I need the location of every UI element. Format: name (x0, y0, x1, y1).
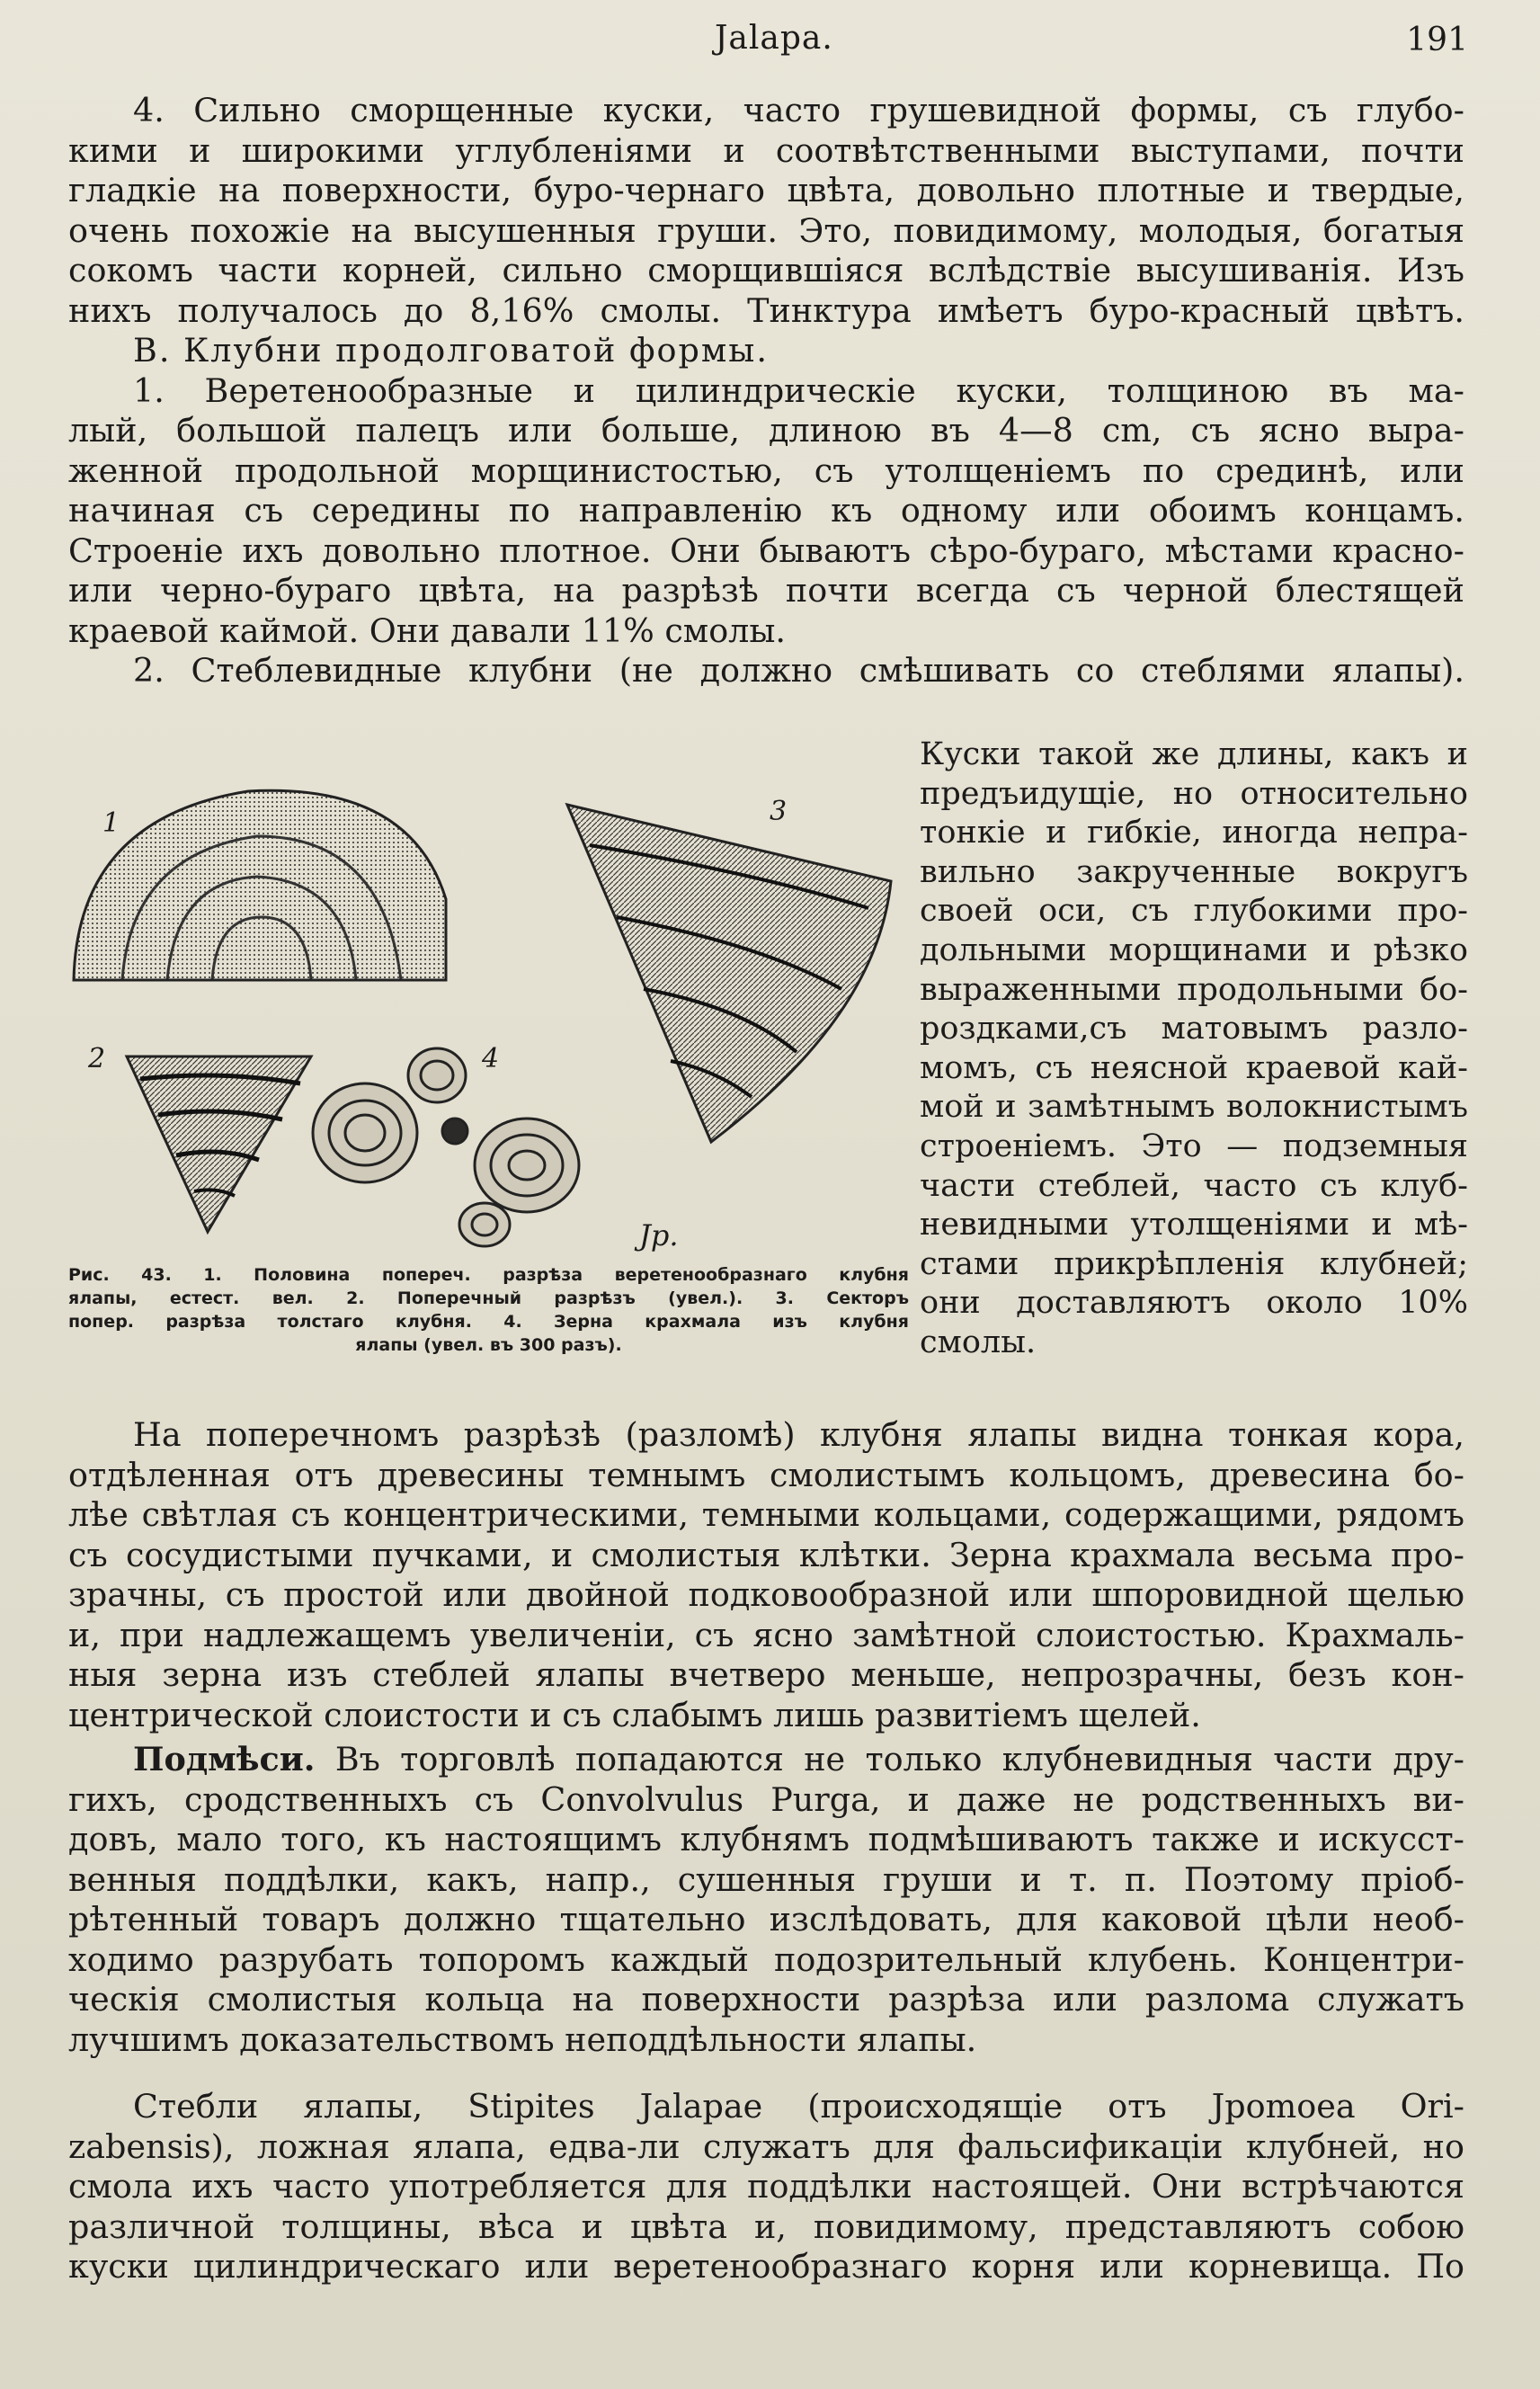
text-line: гихъ, сродственныхъ съ Convolvulus Purga, и даже не родственныхъ ви- (68, 1779, 1464, 1819)
text-line: 4. Сильно сморщенные куски, часто грушевидной формы, съ глубо- (133, 91, 1464, 129)
text-line: довъ, мало того, къ настоящимъ клубнямъ подмѣшиваютъ также и искусст- (68, 1820, 1464, 1859)
side-text-column (920, 735, 1468, 1363)
text-line: кими и широкими углубленіями и соотвѣтственными выступами, почти (68, 130, 1464, 170)
page-number: 191 (1406, 22, 1468, 58)
text-line: краевой каймой. Они давали 11% смолы. (68, 611, 787, 650)
fig-label-3: 3 (770, 796, 788, 827)
text-line: тонкіе и гибкіе, иногда непра- (920, 815, 1468, 851)
fig-label-2: 2 (88, 1043, 106, 1074)
tuber-illustration (68, 773, 909, 1259)
caption-line: попер. разрѣза толстаго клубня. 4. Зерна крахмала изъ клубня (68, 1312, 909, 1332)
text-line: строеніемъ. Это — подземныя (920, 1128, 1468, 1164)
text-line: части стеблей, часто съ клуб- (920, 1167, 1468, 1204)
text-line: смола ихъ часто употребляется для поддѣлки настоящей. Они встрѣчаются (68, 2167, 1464, 2206)
fig3-sector (567, 805, 891, 1142)
text-line: венныя поддѣлки, какъ, напр., сушенныя груши и т. п. Поэтому пріоб- (68, 1859, 1464, 1899)
fig4-starch-grains (313, 1048, 579, 1246)
text-line: рѣтенный товаръ должно тщательно изслѣдовать, для каковой цѣли необ- (68, 1900, 1464, 1939)
text-line: ходимо разрубать топоромъ каждый подозрительный клубень. Концентри- (68, 1939, 1464, 1979)
text-line: вильно закрученные вокругъ (920, 853, 1468, 890)
top-text-block (68, 91, 1464, 691)
text-line: 2. Стеблевидные клубни (не должно смѣшивать со стеблями ялапы). (133, 651, 1464, 690)
text-line: мой и замѣтнымъ волокнистымъ (920, 1089, 1468, 1126)
text-line: центрической слоистости и съ слабымъ лишь развитіемъ щелей. (68, 1695, 1201, 1734)
stems-paragraph (68, 2087, 1464, 2287)
text-line: ныя зерна изъ стеблей ялапы вчетверо меньше, непрозрачны, безъ кон- (68, 1655, 1464, 1694)
running-head (0, 20, 1540, 65)
text-line: очень похожіе на высушенныя груши. Это, повидимому, молодыя, богатыя (68, 210, 1464, 250)
running-title: Jalapa. (715, 20, 833, 57)
text-line: и, при надлежащемъ увеличеніи, съ ясно замѣтной слоистостью. Крахмаль- (68, 1615, 1464, 1654)
text-line: Стебли ялапы, Stipites Jalapae (происходящіе отъ Jpomoea Ori- (133, 2087, 1464, 2126)
text-line: Строеніе ихъ довольно плотное. Они бываютъ сѣро-бураго, мѣстами красно- (68, 530, 1464, 570)
text-line: ческія смолистыя кольца на поверхности разрѣза или разлома служатъ (68, 1980, 1464, 2019)
text-line: сокомъ части корней, сильно сморщившіяся вслѣдствіе высушиванія. Изъ (68, 251, 1464, 290)
text-line: они доставляютъ около 10% (920, 1285, 1468, 1322)
text-line: невидными утолщеніями и мѣ- (920, 1207, 1468, 1244)
text-line: куски цилиндрическаго или веретенообразнаго корня или корневища. По (68, 2247, 1464, 2286)
text-line: смолы. (920, 1324, 1037, 1360)
text-line: лучшимъ доказательствомъ неподдѣльности ялапы. (68, 2019, 977, 2059)
text-line: момъ, съ неясной краевой кай- (920, 1049, 1468, 1086)
admixtures-heading: Подмѣси. (133, 1740, 316, 1778)
text-line: начиная съ середины по направленію къ одному или обоимъ концамъ. (68, 491, 1464, 530)
text-line: zabensis), ложная ялапа, едва-ли служатъ для фальсификаціи клубней, но (68, 2126, 1464, 2166)
fig-label-4: 4 (482, 1043, 500, 1074)
admixtures-line: Въ торговлѣ попадаются не только клубневидныя части дру- (334, 1740, 1464, 1778)
text-line: зрачны, съ простой или двойной подковообразной или шпоровидной щелью (68, 1575, 1464, 1614)
figure-43 (68, 773, 909, 1295)
fig1-half-section (74, 790, 446, 980)
figure-caption (68, 1263, 909, 1357)
text-line (68, 1740, 1464, 1780)
text-line: предъидущіе, но относительно (920, 775, 1468, 812)
text-line: дольными морщинами и рѣзко (920, 932, 1468, 968)
text-line: Куски такой же длины, какъ и (920, 736, 1468, 772)
cross-section-paragraph (68, 1415, 1464, 1735)
caption-line: ялапы, естест. вел. 2. Поперечный разрѣзъ (увел.). 3. Секторъ (68, 1288, 909, 1308)
text-line: лѣе свѣтлая съ концентрическими, темными кольцами, содержащими, рядомъ (68, 1495, 1464, 1534)
text-line: женной продольной морщинистостью, съ утолщеніемъ по срединѣ, или (68, 450, 1464, 490)
text-line: нихъ получалось до 8,16% смолы. Тинктура имѣетъ буро-красный цвѣтъ. (68, 290, 1464, 330)
fig-label-1: 1 (102, 807, 120, 839)
engraver-signature: Jp. (639, 1218, 679, 1252)
text-line: различной толщины, вѣса и цвѣта и, повидимому, представляютъ собою (68, 2206, 1464, 2246)
fig2-section-enlarged (127, 1056, 311, 1232)
admixtures-paragraph (68, 1740, 1464, 2060)
caption-line: ялапы (увел. въ 300 разъ). (355, 1335, 622, 1355)
caption-line: Рис. 43. 1. Половина попереч. разрѣза веретенообразнаго клубня (68, 1265, 909, 1285)
text-line: выраженными продольными бо- (920, 971, 1468, 1008)
text-line: или черно-бураго цвѣта, на разрѣзѣ почти всегда съ черной блестящей (68, 571, 1464, 610)
text-line: 1. Веретенообразные и цилиндрическіе куски, толщиною въ ма- (133, 370, 1464, 410)
text-line: лый, большой палецъ или больше, длиною въ 4—8 cm, съ ясно выра- (68, 411, 1464, 450)
text-line: отдѣленная отъ древесины темнымъ смолистымъ кольцомъ, древесина бо- (68, 1455, 1464, 1494)
text-line: съ сосудистыми пучками, и смолистыя клѣтки. Зерна крахмала весьма про- (68, 1535, 1464, 1574)
text-line: На поперечномъ разрѣзѣ (разломѣ) клубня ялапы видна тонкая кора, (133, 1415, 1464, 1454)
text-line: роздками,съ матовымъ разло- (920, 1011, 1468, 1047)
text-line: своей оси, съ глубокими про- (920, 893, 1468, 930)
section-heading-b: B. Клубни продолговатой формы. (133, 331, 769, 370)
text-line: стами прикрѣпленія клубней; (920, 1245, 1468, 1282)
text-line: гладкіе на поверхности, буро-чернаго цвѣта, довольно плотные и твердые, (68, 171, 1464, 209)
